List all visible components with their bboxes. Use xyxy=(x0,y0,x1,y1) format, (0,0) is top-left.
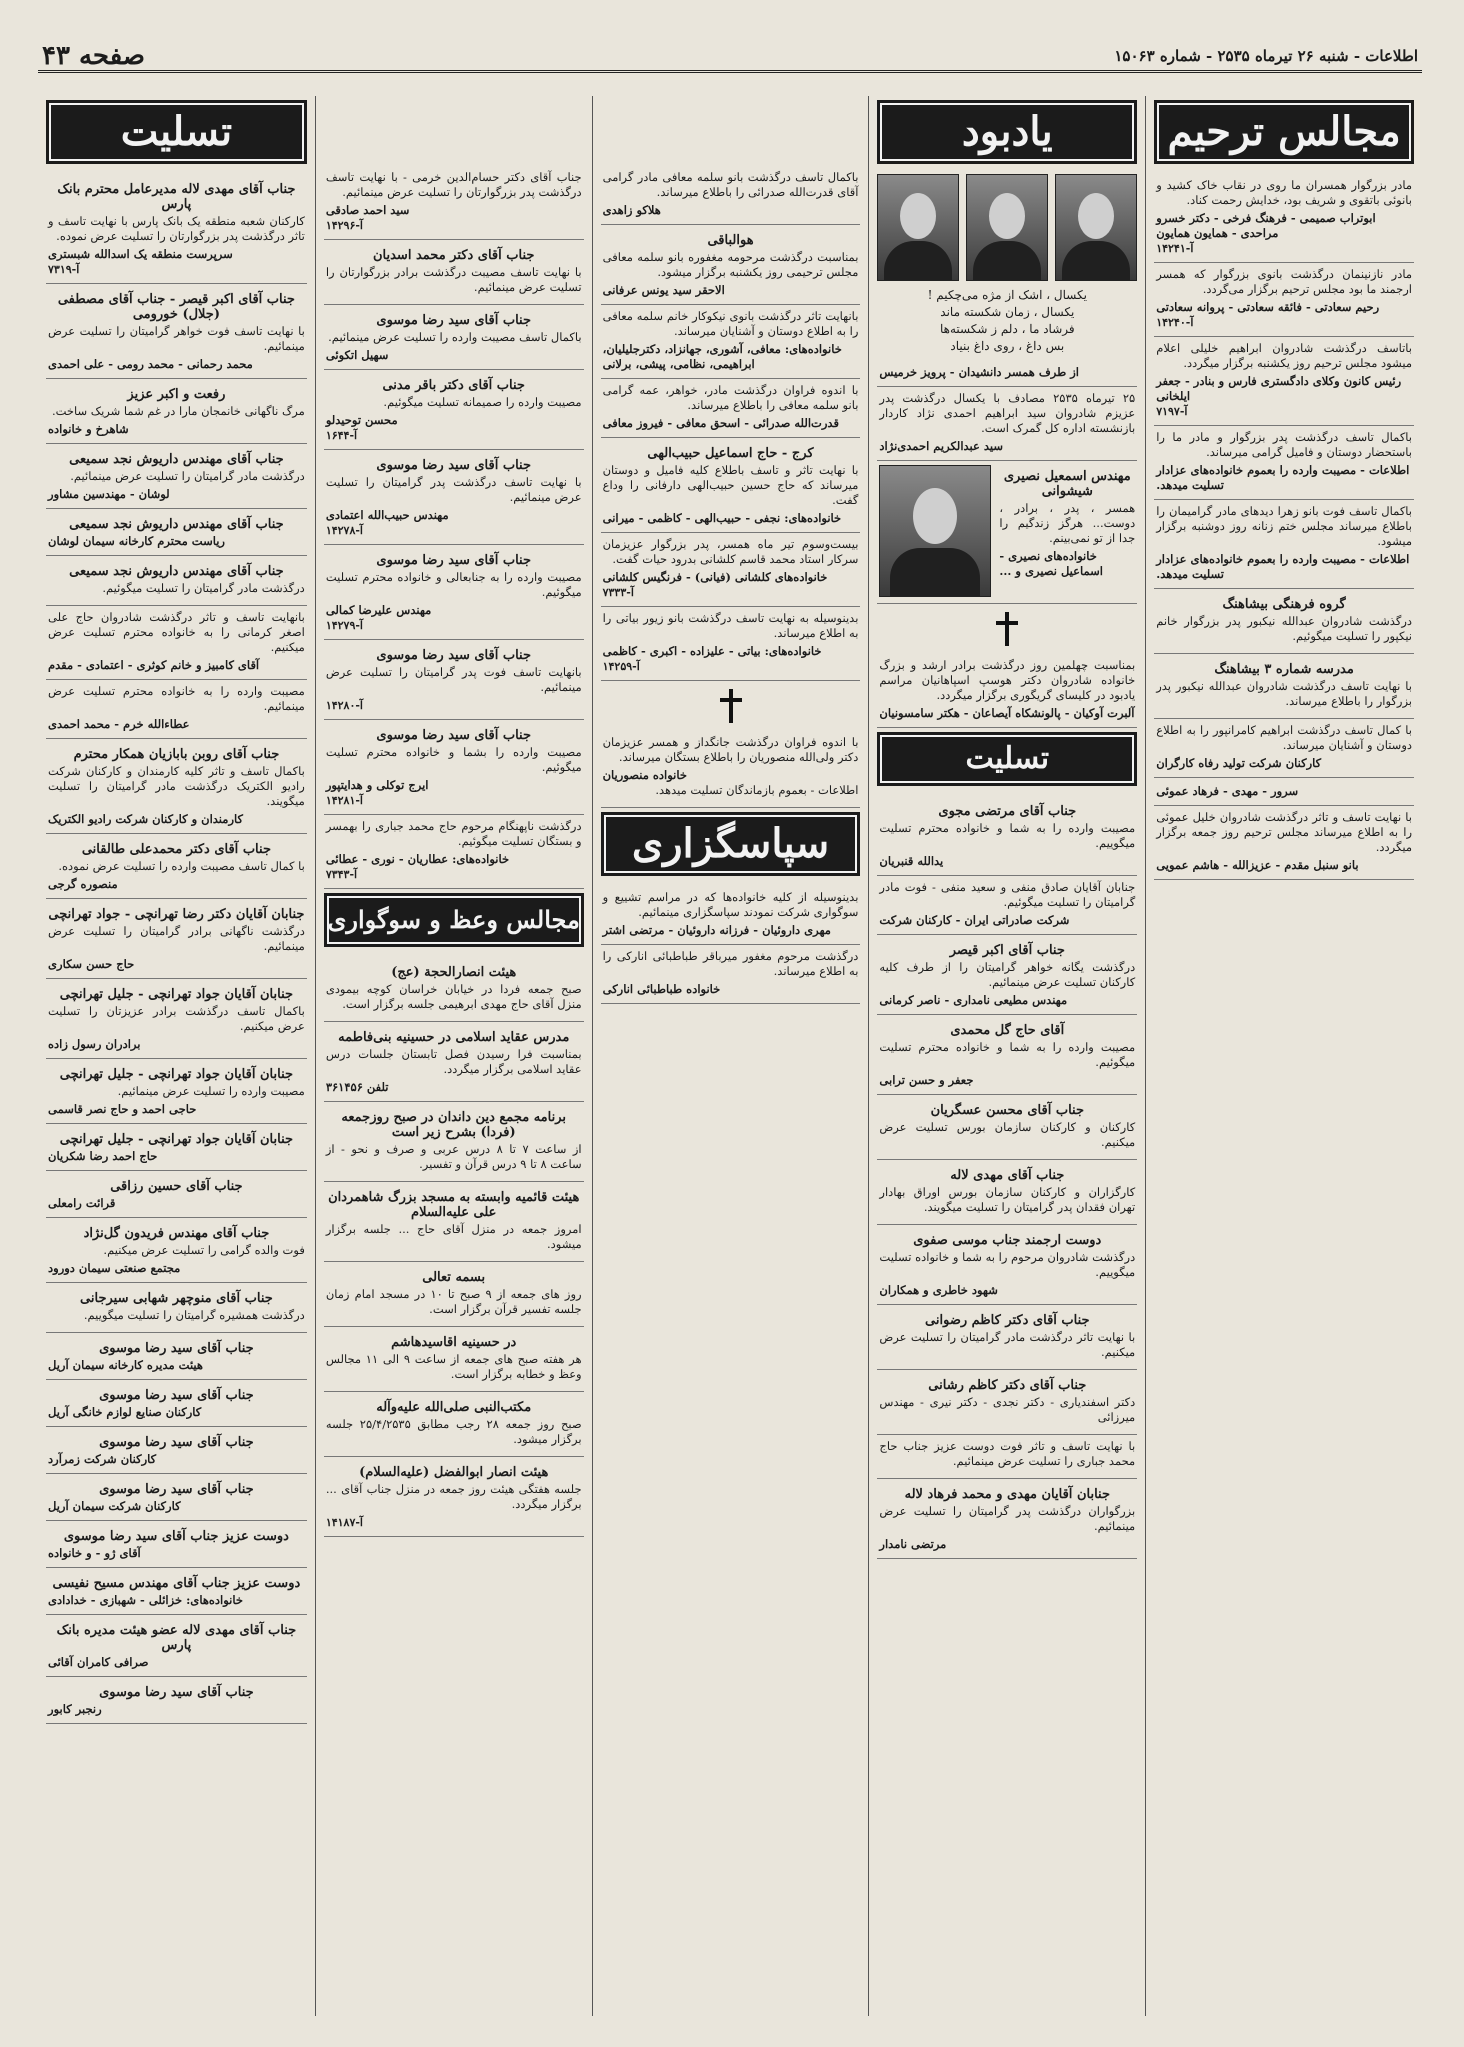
notice xyxy=(877,1095,1137,1160)
notice xyxy=(324,1457,584,1537)
notice-text: امروز جمعه در منزل آقای حاج ... جلسه برگزار میشود. xyxy=(325,1222,582,1251)
notice-signature: تلفن ۳۶۱۴۵۶ xyxy=(325,1080,389,1094)
notice xyxy=(324,370,584,450)
notice xyxy=(1154,500,1414,589)
notice-heading: برنامه مجمع دین داندان در صبح روزجمعه (فردا) بشرح زیر است xyxy=(341,1110,567,1140)
notice xyxy=(601,166,861,225)
notice-signature: عطاءالله خرم - محمد احمدی xyxy=(48,717,190,731)
notice-signature: هلاکو زاهدی xyxy=(602,203,661,217)
notice-heading: جناب آقای منوچهر شهابی سیرجانی xyxy=(80,1291,273,1306)
notice-heading: دوست عزیز جناب آقای سید رضا موسوی xyxy=(63,1529,289,1544)
notice-signature: مهری داروئیان - فرزانه داروئیان - مرتضی اشتر xyxy=(602,923,831,937)
section-banner-tarhim: مجالس ترحیم xyxy=(1154,100,1414,164)
portrait-photo xyxy=(966,174,1048,281)
notice xyxy=(601,886,861,945)
notice xyxy=(324,1182,584,1262)
portrait-photo xyxy=(1055,174,1137,281)
notice-signature: هیئت مدیره کارخانه سیمان آریل xyxy=(48,1358,203,1372)
notice-heading: هوالباقی xyxy=(707,233,754,248)
notice-signature: خانواده‌های: معافی، آشوری، جهانزاد، دکترجلیلیان، ابراهیمی، نظامی، پیشی، برلانی xyxy=(602,342,842,371)
notice-text: درگذشت مادر گرامیتان را تسلیت عرض مینمائیم. xyxy=(70,469,305,483)
notice xyxy=(46,509,307,556)
notice-signature: رنجبر کابور xyxy=(48,1702,102,1716)
notice-signature: برادران رسول زاده xyxy=(48,1037,141,1051)
notice-code: آ-۱۴۲۴۱ xyxy=(1156,242,1194,255)
notice xyxy=(324,305,584,370)
notice-text: بمناسبت درگذشت مرحومه مغفوره بانو سلمه معافی مجلس ترحیمی روز یکشنبه برگزار میشود. xyxy=(602,250,859,279)
notice xyxy=(877,935,1137,1015)
notice-signature: منصوره گرجی xyxy=(48,877,118,891)
notice xyxy=(877,796,1137,876)
notice-text: درگذشت شادروان مرحوم را به شما و خانواده تسلیت میگوییم. xyxy=(879,1250,1136,1279)
notice-code: آ-۱۴۲۸۰ xyxy=(325,699,363,712)
notice-text: درگذشت شادروان عبدالله نیکبور پدر بزرگوار خانم نیکپور را تسلیت میگوئیم. xyxy=(1156,614,1412,643)
notice xyxy=(46,979,307,1059)
notice-text: درگذشت ناگهانی برادر گرامیتان را تسلیت عرض مینمائیم. xyxy=(48,924,305,953)
notice-signature: از طرف همسر دانشیدان - پرویز خرمیس xyxy=(879,365,1079,379)
notice-heading: کرج - حاج اسماعیل حبیب‌الهی xyxy=(647,446,814,461)
notice-heading: جناب آقای سید رضا موسوی xyxy=(376,728,532,743)
notice-signature: الاحقر سید یونس عرفانی xyxy=(602,283,725,297)
notice-text: روز های جمعه از ۹ صبح تا ۱۰ در مسجد امام زمان جلسه تفسیر قرآن برگزار است. xyxy=(325,1287,582,1316)
notice-text: مرگ ناگهانی خانمجان مارا در غم شما شریک ساخت. xyxy=(51,404,305,418)
notice-signature: مرتضی نامدار xyxy=(879,1537,947,1551)
notice xyxy=(877,1305,1137,1370)
notice-text: مصیبت وارده را صمیمانه تسلیت میگوئیم. xyxy=(383,395,582,409)
notice xyxy=(46,1333,307,1380)
notice xyxy=(877,1370,1137,1435)
notice-text: درگذشت مرحوم مغفور میرباقر طباطبائی انارکی را به اطلاع میرساند. xyxy=(602,949,859,978)
notice-signature: مجتمع صنعتی سیمان دورود xyxy=(48,1261,181,1275)
notice-signature: ابوتراب صمیمی - فرهنگ فرخی - دکتر خسرو مراحدی - همایون همایون xyxy=(1156,211,1376,240)
memorial-poem xyxy=(877,287,1137,355)
poem-line: یکسال ، اشک از مژه می‌چکیم ! xyxy=(927,288,1087,302)
notice-text: درگذشت ناپهنگام مرحوم حاج محمد جباری را بهمسر و بستگان تسلیت میگوئیم. xyxy=(325,819,582,848)
notice-code: آ-۷۳۳۳ xyxy=(602,586,634,599)
notice-text: با نهایت تاسف درگذشت شادروان عبدالله نیکبور پدر بزرگوار را باطلاع میرساند. xyxy=(1156,679,1412,708)
notice-heading: جناب آقای سید رضا موسوی xyxy=(99,1482,254,1497)
notice-text: باکمال تاسف درگذشت بانو سلمه معافی مادر گرامی آقای قدرت‌الله صدرائی را باطلاع میرساند. xyxy=(602,170,859,199)
poem-line: فرشاد ما ، دلم ز شکسته‌ها xyxy=(939,322,1075,336)
notice-text: مصیبت وارده را به جنابعالی و خانواده محترم تسلیت میگوئیم. xyxy=(325,570,582,599)
notice-text: بیست‌وسوم تیر ماه همسر، پدر بزرگوار عزیزمان سرکار استاد محمد قاسم کلشانی بدرود حیات گفت. xyxy=(602,537,859,566)
poem-line: یکسال ، زمان شکسته ماند xyxy=(940,305,1075,319)
section-banner-yadbood: یادبود xyxy=(877,100,1137,164)
notice-heading: جناب آقای مهدی لاله مدیرعامل محترم بانک پارس xyxy=(57,182,296,212)
notice-signature: ریاست محترم کارخانه سیمان لوشان xyxy=(48,534,225,548)
notice-signature: بانو سنبل مقدم - عزیزالله - هاشم عمویی xyxy=(1156,858,1359,872)
notice-signature: خانواده‌های کلشانی (فیانی) - فرنگیس کلشانی xyxy=(602,570,828,584)
notice-text: صبح جمعه فردا در خیابان خراسان کوچه بیمودی منزل آقای حاج مهدی ابرهیمی جلسه برگزار است. xyxy=(325,982,582,1011)
notice-signature: لوشان - مهندسین مشاور xyxy=(48,487,170,501)
page-number: صفحه ۴۳ xyxy=(42,41,145,71)
notice-text: با نهایت تاسف مصیبت درگذشت برادر بزرگوارتان را تسلیت عرض مینمائیم. xyxy=(325,265,582,294)
notice-heading: جناب آقای سید رضا موسوی xyxy=(376,458,532,473)
newspaper-page xyxy=(38,36,1422,2016)
notice-signature: سرپرست منطقه یک اسدالله شبستری xyxy=(48,247,233,261)
notice-code: آ-۷۳۴۳ xyxy=(325,868,358,881)
notice xyxy=(46,834,307,899)
portrait-photo xyxy=(879,465,991,597)
notice xyxy=(46,1283,307,1333)
notice-text: بدینوسیله به نهایت تاسف درگذشت بانو زیور بیاتی را به اطلاع میرساند. xyxy=(602,611,859,640)
notice-signature: مهندس حبیب‌الله اعتمادی xyxy=(325,508,449,522)
notice xyxy=(324,166,584,240)
notice-text: مصیبت وارده را تسلیت عرض مینمائیم. xyxy=(117,1084,305,1098)
notice-text: باکمال تاسف و تاثر کلیه کارمندان و کارکنان شرکت رادیو الکتریک درگذشت مادر گرامیتان را تسلیت میگویند. xyxy=(48,764,305,808)
notice-signature: کارکنان صنایع لوازم خانگی آریل xyxy=(48,1405,202,1419)
notice-text: با نهایت تاسف فوت خواهر گرامیتان را تسلیت عرض مینمائیم. xyxy=(48,324,305,353)
notice xyxy=(46,284,307,379)
notice xyxy=(46,556,307,606)
notice xyxy=(46,1427,307,1474)
notice-heading: جناب آقای مرتضی مجوی xyxy=(938,804,1077,819)
notice-text: باکمال تاسف فوت بانو زهرا دیدهای مادر گرامیمان را باطلاع میرساند مجلس ختم زنانه روز دوشنبه برگزار میشود. xyxy=(1156,504,1412,548)
notice-text: با نهایت تاثر و تاسف باطلاع کلیه فامیل و دوستان میرساند که حاج حسین حبیب‌الهی دارفانی را وداع گفت. xyxy=(602,463,859,507)
notice-heading: جناب آقای دکتر محمد اسدیان xyxy=(372,248,535,263)
section-banner-sepas: سپاسگزاری xyxy=(601,812,861,876)
notice-signature: قدرت‌الله صدرائی - اسحق معافی - فیروز معافی xyxy=(602,416,839,430)
notice-signature: خانواده طباطبائی انارکی xyxy=(602,982,721,996)
notice-code: آ-۱۴۲۸۱ xyxy=(325,794,363,807)
notice xyxy=(324,1327,584,1392)
notice-heading: جناب آقای مهدی لاله عضو هیئت مدیره بانک پارس xyxy=(56,1623,297,1653)
notice-text: با اندوه فراوان درگذشت جانگداز و همسر عزیزمان دکتر ولی‌الله منصوریان را باطلاع بستگان میرساند. xyxy=(602,735,859,764)
notice xyxy=(324,450,584,545)
notice-code: آ-۱۴۲۵۹ xyxy=(602,660,640,673)
notice-heading: جنابان آقایان جواد تهرانچی - جلیل تهرانچی xyxy=(59,1132,294,1147)
notice-signature: خانواده‌های: خزائلی - شهبازی - خدادادی xyxy=(48,1593,243,1607)
notice-text: باتاسف درگذشت شادروان ابراهیم خلیلی اعلام میشود مجلس ترحیم روز یکشنبه برگزار میگردد. xyxy=(1156,341,1412,370)
notice-text: باکمال تاسف درگذشت پدر بزرگوار و مادر ما را باستحضار دوستان و فامیل گرامی میرساند. xyxy=(1156,430,1412,459)
notice-signature: صرافی کامران آقائی xyxy=(48,1655,149,1669)
notice-code: آ-۱۴۲۹۶ xyxy=(325,219,363,232)
notice-heading: گروه فرهنگی بیشاهنگ xyxy=(1222,597,1346,612)
notice-signature: رحیم سعادتی - فائقه سعادتی - پروانه سعادتی xyxy=(1156,300,1380,314)
notice xyxy=(46,1218,307,1283)
notice-text: باکمال تاسف مصیبت وارده را تسلیت عرض مینمائیم. xyxy=(328,330,582,344)
notice-heading: جناب آقای حسین رزاقی xyxy=(110,1179,243,1194)
notice-text: کارکنان و کارکنان سازمان بورس تسلیت عرض میکنیم. xyxy=(879,1120,1136,1149)
notice xyxy=(1154,337,1414,426)
notice-heading: در حسینیه اقاسیدهاشم xyxy=(391,1335,517,1350)
notice-text: جلسه هفتگی هیئت روز جمعه در منزل جناب آقای ... برگزار میگردد. xyxy=(325,1482,582,1511)
notice xyxy=(46,680,307,739)
notice-signature: حاج حسن سکاری xyxy=(48,957,135,971)
notice-signature: سرور - مهدی - فرهاد عموئی xyxy=(1156,784,1299,798)
notice-text: اطلاعات - بعموم بازماندگان تسلیت میدهد. xyxy=(655,783,859,797)
poem-line: بس داغ ، روی داغ بنیاد xyxy=(950,339,1065,353)
notice-signature: خانواده‌های نصیری - اسماعیل نصیری و ... xyxy=(999,549,1103,578)
notice-text: مصیبت وارده را به خانواده محترم تسلیت عرض مینمائیم. xyxy=(48,684,305,713)
notice-text: با کمال تاسف مصیبت وارده را تسلیت عرض نموده. xyxy=(58,859,305,873)
notice-text: مصیبت وارده را به شما و خانواده محترم تسلیت میگوئیم. xyxy=(879,1040,1136,1069)
notice-text: مصیبت وارده را بشما و خانواده محترم تسلیت میگوئیم. xyxy=(325,745,582,774)
notice xyxy=(1154,778,1414,806)
notice xyxy=(877,1160,1137,1225)
notice-signature: کارکنان شرکت تولید رفاه کارگران xyxy=(1156,756,1322,770)
notice-heading: جناب آقای دکتر محمدعلی طالقانی xyxy=(81,842,271,857)
notice-signature: رئیس کانون وکلای دادگستری فارس و بنادر - جعفر ایلخانی xyxy=(1156,374,1402,403)
notice-heading: جناب آقای اکبر قیصر - جناب آقای مصطفی (جلال) خورومی xyxy=(57,292,295,322)
notice-signature: محمد رحمانی - محمد رومی - علی احمدی xyxy=(48,357,253,371)
notice-text: با نهایت تاسف و تاثر فوت دوست عزیز جناب حاج محمد جباری را تسلیت عرض مینمائیم. xyxy=(879,1439,1136,1468)
notice-heading: مهندس اسمعیل نصیری شیشوانی xyxy=(1003,469,1131,499)
column-4 xyxy=(315,96,592,2016)
notice-text: همسر ، پدر ، برادر ، دوست... هرگز زندگیم را جدا از تو نمی‌بینم. xyxy=(999,501,1136,545)
notice-signature: آلبرت آوکیان - پالونشکاه آیصاعان - هکتر سامسونیان xyxy=(879,706,1135,720)
notice xyxy=(46,739,307,834)
notice xyxy=(601,731,861,808)
notice xyxy=(1154,263,1414,337)
notice xyxy=(601,438,861,533)
notice-heading: جناب آقای مهندس داریوش نجد سمیعی xyxy=(69,452,284,467)
notice-text: با کمال تاسف درگذشت ابراهیم کامرانپور را به اطلاع دوستان و آشنایان میرساند. xyxy=(1156,723,1412,752)
notice-signature: خانواده‌های: بیاتی - علیزاده - اکبری - کاظمی xyxy=(602,644,822,658)
notice xyxy=(877,654,1137,728)
notice-text: دکتر اسفندیاری - دکتر نجدی - دکتر نیری - مهندس میرزائی xyxy=(879,1395,1136,1424)
notice-signature: اطلاعات - مصیبت وارده را بعموم خانواده‌های عزادار تسلیت میدهد. xyxy=(1156,463,1410,492)
notice-signature: شرکت صادراتی ایران - کارکنان شرکت xyxy=(879,913,1070,927)
notice-heading: هیئت انصارالحجة (عج) xyxy=(391,965,517,980)
notice-text: با نهایت تاسف درگذشت پدر گرامیتان را تسلیت عرض مینمائیم. xyxy=(325,475,582,504)
notice-text: با نهایت تاسف و تاثر درگذشت شادروان خلیل عموئی را به اطلاع میرساند مجلس ترحیم روز جمعه برگزار میگردد. xyxy=(1156,810,1412,854)
notice-signature: جعفر و حسن ترابی xyxy=(879,1073,974,1087)
notice-heading: جناب آقای اکبر قیصر xyxy=(949,943,1065,958)
notice xyxy=(877,1225,1137,1305)
notice xyxy=(46,444,307,509)
notice-heading: جناب آقای مهندس فریدون گل‌نژاد xyxy=(83,1226,270,1241)
notice xyxy=(601,225,861,305)
notice xyxy=(46,1059,307,1124)
notice-signature: سید عبدالکریم احمدی‌نژاد xyxy=(879,439,1004,453)
notice-text: درگذشت یگانه خواهر گرامیتان را از طرف کلیه کارکنان تسلیت عرض مینمائیم. xyxy=(879,960,1136,989)
notice-heading: جناب آقای دکتر کاظم رشانی xyxy=(928,1378,1087,1393)
notice-heading: جناب آقای سید رضا موسوی xyxy=(99,1435,254,1450)
section-banner-tasliat: تسلیت xyxy=(46,100,307,164)
notice xyxy=(46,606,307,680)
notice-signature: خانواده منصوریان xyxy=(602,768,687,782)
notice xyxy=(324,640,584,720)
notice xyxy=(324,957,584,1022)
notice xyxy=(46,1380,307,1427)
notice-heading: هیئت قائمیه وابسته به مسجد بزرگ شاهمردان علی علیه‌السلام xyxy=(328,1190,580,1220)
notice-text: بزرگواران درگذشت پدر گرامیتان را تسلیت عرض مینمائیم. xyxy=(879,1504,1136,1533)
notice xyxy=(46,1521,307,1568)
column-2 xyxy=(868,96,1145,2016)
notice-text: باکمال تاسف درگذشت برادر عزیزتان را تسلیت عرض میکنیم. xyxy=(48,1004,305,1033)
column-5 xyxy=(38,96,315,2016)
notice-heading: هیئت انصار ابوالفضل (علیه‌السلام) xyxy=(359,1465,549,1480)
notice-text: بانهایت تاسف فوت پدر گرامیتان را تسلیت عرض مینمائیم. xyxy=(325,665,582,694)
notice xyxy=(46,1568,307,1615)
notice-signature: کارکنان شرکت زمرآرد xyxy=(48,1452,157,1466)
notice-text: جناب آقای دکتر حسام‌الدین خرمی - با نهایت تاسف درگذشت پدر بزرگوارتان را تسلیت عرض مینمائیم. xyxy=(325,170,582,199)
notice-text: بمناسبت فرا رسیدن فصل تابستان جلسات درس عقاید اسلامی برگزار میگردد. xyxy=(325,1047,582,1076)
notice-heading: رفعت و اکبر عزیز xyxy=(127,387,226,402)
notice-signature: حاج احمد رضا شکریان xyxy=(48,1149,158,1163)
notice xyxy=(877,387,1137,461)
notice-text: کارگزاران و کارکنان سازمان بورس اوراق بهادار تهران فقدان پدر گرامیتان را تسلیت میگویند. xyxy=(879,1185,1136,1214)
notice-signature: آقای کامبیز و خانم کوثری - اعتمادی - مقدم xyxy=(48,658,260,672)
notice-text: با اندوه فراوان درگذشت مادر، خواهر، عمه گرامی بانو سلمه معافی را باطلاع میرساند. xyxy=(602,383,859,412)
notice-heading: مکتب‌النبی صلی‌الله علیه‌وآله xyxy=(376,1400,532,1415)
notice-code: آ-۱۴۲۷۸ xyxy=(325,524,363,537)
notice-signature: شهود خاطری و همکاران xyxy=(879,1283,998,1297)
notice xyxy=(601,945,861,1004)
notice-text: از ساعت ۷ تا ۸ درس عربی و صرف و نحو - از ساعت ۸ تا ۹ درس قرآن و تفسیر. xyxy=(325,1142,582,1171)
notice-heading: مدرسه شماره ۳ بیشاهنگ xyxy=(1214,662,1354,677)
cross-icon xyxy=(720,689,742,723)
notice-heading: جناب آقای دکتر باقر مدنی xyxy=(382,378,525,393)
notice-text: مادر نازنینمان درگذشت بانوی بزرگوار که همسر ارجمند ما بود مجلس ترحیم برگزار می‌گردد. xyxy=(1156,267,1412,296)
notice-text: با نهایت تاثر درگذشت مادر گرامیتان را تسلیت عرض میکنیم. xyxy=(879,1330,1136,1359)
notice-heading: جناب آقای مهدی لاله xyxy=(950,1168,1065,1183)
notice xyxy=(46,899,307,979)
notice-text: بانهایت تاسف و تاثر درگذشت شادروان حاج علی اصغر کرمانی را به خانواده محترم تسلیت عرض میکنیم. xyxy=(48,610,305,654)
notice xyxy=(877,1015,1137,1095)
notice-heading: جناب آقای روبن بابازیان همکار محترم xyxy=(73,747,280,762)
notice xyxy=(877,1479,1137,1559)
notice xyxy=(46,1124,307,1171)
notice-heading: جناب آقای سید رضا موسوی xyxy=(99,1685,254,1700)
notice-text: جنابان آقایان صادق منفی و سعید منفی - فوت مادر گرامیتان را تسلیت میگوئیم. xyxy=(879,880,1136,909)
notice-heading: دوست عزیز جناب آقای مهندس مسیح نفیسی xyxy=(52,1576,301,1591)
notice-text: صبح روز جمعه ۲۸ رجب مطابق ۲۵/۴/۲۵۳۵ جلسه برگزار میشود. xyxy=(325,1417,582,1446)
notice xyxy=(46,1677,307,1724)
notice-code: آ-۱۴۱۸۷ xyxy=(325,1516,363,1529)
notice-code: آ-۱۶۴۴ xyxy=(325,429,358,442)
cross-icon xyxy=(996,612,1018,646)
notice xyxy=(324,240,584,305)
notice xyxy=(601,533,861,607)
notice-signature: محسن توحیدلو xyxy=(325,413,398,427)
running-header xyxy=(38,42,1422,73)
notice-heading: جنابان آقایان جواد تهرانچی - جلیل تهرانچی xyxy=(59,987,294,1002)
notice-text: کارکنان شعبه منطقه یک بانک پارس با نهایت تاسف و تاثر درگذشت پدر بزرگوارتان را تسلیت عرض نموده. xyxy=(48,214,305,243)
notice-signature: آقای ژو - و خانواده xyxy=(48,1546,141,1560)
notice-signature: خانواده‌های: نجفی - حبیب‌الهی - کاظمی - میرانی xyxy=(602,511,842,525)
notice xyxy=(1154,654,1414,719)
notice-text: بمناسبت چهلمین روز درگذشت برادر ارشد و بزرگ خانواده شادروان دکتر هوسپ اسپاهانیان مراسم یادبود در کلیسای گریگوری برگزار میگردد. xyxy=(879,658,1136,702)
notice-signature: سهیل اتکوئی xyxy=(325,348,389,362)
notice-code: آ-۷۱۹۷ xyxy=(1156,405,1188,418)
notice-heading: جناب آقای دکتر کاظم رضوانی xyxy=(925,1313,1090,1328)
notice xyxy=(877,461,1137,604)
notice xyxy=(324,815,584,889)
notice-text: درگذشت همشیره گرامیتان را تسلیت میگوییم. xyxy=(83,1308,305,1322)
notice-heading: مدرس عقاید اسلامی در حسینیه بنی‌فاطمه xyxy=(338,1030,570,1045)
columns xyxy=(38,96,1422,2016)
notice-text: ۲۵ تیرماه ۲۵۳۵ مصادف با یکسال درگذشت پدر عزیزم شادروان سید ابراهیم احمدی نژاد کاردار بازنشسته اداره کل گمرک است. xyxy=(879,391,1136,435)
notice xyxy=(1154,719,1414,778)
notice-heading: دوست ارجمند جناب موسی صفوی xyxy=(913,1233,1102,1248)
notice-signature: اطلاعات - مصیبت وارده را بعموم خانواده‌های عزادار تسلیت میدهد. xyxy=(1156,552,1410,581)
notice-heading: جناب آقای سید رضا موسوی xyxy=(99,1388,254,1403)
notice xyxy=(877,1435,1137,1479)
notice-signature: مهندس علیرضا کمالی xyxy=(325,603,432,617)
notice-text: درگذشت مادر گرامیتان را تسلیت میگوئیم. xyxy=(102,581,305,595)
notice-heading: جناب آقای سید رضا موسوی xyxy=(99,1341,254,1356)
notice xyxy=(601,607,861,681)
notice-heading: جناب آقای سید رضا موسوی xyxy=(376,313,532,328)
notice-heading: جنابان آقایان جواد تهرانچی - جلیل تهرانچی xyxy=(59,1067,294,1082)
notice-heading: جنابان آقایان دکتر رضا تهرانچی - جواد تهرانچی xyxy=(48,907,305,922)
notice xyxy=(1154,174,1414,263)
notice-signature: ایرج توکلی و هدایتپور xyxy=(325,778,429,792)
notice xyxy=(324,1022,584,1102)
notice xyxy=(324,545,584,640)
section-banner-vaz: مجالس وعظ و سوگواری xyxy=(324,893,584,947)
column-1 xyxy=(1145,96,1422,2016)
notice-text: مادر بزرگوار همسران ما روی در نقاب خاک کشید و بانوئی باتقوی و شریف بود، خدایش رحمت کناد. xyxy=(1156,178,1412,207)
notice-heading: جناب آقای سید رضا موسوی xyxy=(376,648,532,663)
notice-heading: بسمه تعالی xyxy=(422,1270,486,1285)
column-3 xyxy=(592,96,869,2016)
photo-row xyxy=(877,174,1137,281)
notice xyxy=(601,379,861,438)
notice-heading: آقای حاج گل محمدی xyxy=(950,1023,1065,1038)
notice-heading: جناب آقای سید رضا موسوی xyxy=(376,553,532,568)
notice-heading: جنابان آقایان مهدی و محمد فرهاد لاله xyxy=(904,1487,1110,1502)
notice xyxy=(877,876,1137,935)
notice-code: آ-۱۴۲۷۹ xyxy=(325,619,363,632)
portrait-photo xyxy=(877,174,959,281)
notice xyxy=(324,1262,584,1327)
notice-heading: جناب آقای مهندس داریوش نجد سمیعی xyxy=(69,564,284,579)
notice-signature: حاجی احمد و حاج نصر قاسمی xyxy=(48,1102,197,1116)
notice-signature: کارکنان شرکت سیمان آریل xyxy=(48,1499,181,1513)
notice xyxy=(46,1171,307,1218)
notice xyxy=(324,720,584,815)
notice xyxy=(1154,589,1414,654)
notice-signature: خانواده‌های: عطاریان - نوری - عطائی xyxy=(325,852,510,866)
notice-signature: مهندس مطیعی نامداری - ناصر کرمانی xyxy=(879,993,1068,1007)
notice xyxy=(46,1474,307,1521)
notice xyxy=(601,305,861,379)
notice xyxy=(46,174,307,284)
notice-code: آ-۷۳۱۹ xyxy=(48,263,80,276)
notice-signature: یدالله قنبریان xyxy=(879,854,944,868)
notice-signature: سید احمد صادقی xyxy=(325,203,410,217)
notice-signature: قرائت رامعلی xyxy=(48,1196,116,1210)
notice-signature: کارمندان و کارکنان شرکت رادیو الکتریک xyxy=(48,812,243,826)
notice-signature: شاهرخ و خانواده xyxy=(48,422,129,436)
notice-text: مصیبت وارده را به شما و خانواده محترم تسلیت میگوییم. xyxy=(879,821,1136,850)
notice-text: هر هفته صبح های جمعه از ساعت ۹ الی ۱۱ مجالس وعظ و خطابه برگزار است. xyxy=(325,1352,582,1381)
notice-code: آ-۱۴۲۴۰ xyxy=(1156,316,1194,329)
notice-heading: جناب آقای مهندس داریوش نجد سمیعی xyxy=(69,517,284,532)
notice xyxy=(1154,426,1414,500)
notice xyxy=(46,1615,307,1677)
notice xyxy=(877,359,1137,387)
notice xyxy=(324,1392,584,1457)
notice-text: فوت والده گرامی را تسلیت عرض میکنیم. xyxy=(103,1243,305,1257)
notice-text: بدینوسیله از کلیه خانواده‌ها که در مراسم تشییع و سوگواری شرکت نمودند سپاسگزاری مینمائیم. xyxy=(602,890,859,919)
notice xyxy=(46,379,307,444)
paper-issue-line: اطلاعات - شنبه ۲۶ تیرماه ۲۵۳۵ - شماره ۱۵۰۶۳ xyxy=(1114,47,1418,65)
notice-heading: جناب آقای محسن عسگریان xyxy=(930,1103,1084,1118)
notice xyxy=(324,1102,584,1182)
section-banner-tasliat: تسلیت xyxy=(877,732,1137,786)
notice xyxy=(1154,806,1414,880)
notice-text: بانهایت تاثر درگذشت بانوی نیکوکار خانم سلمه معافی را به اطلاع دوستان و آشنایان میرساند. xyxy=(602,309,859,338)
